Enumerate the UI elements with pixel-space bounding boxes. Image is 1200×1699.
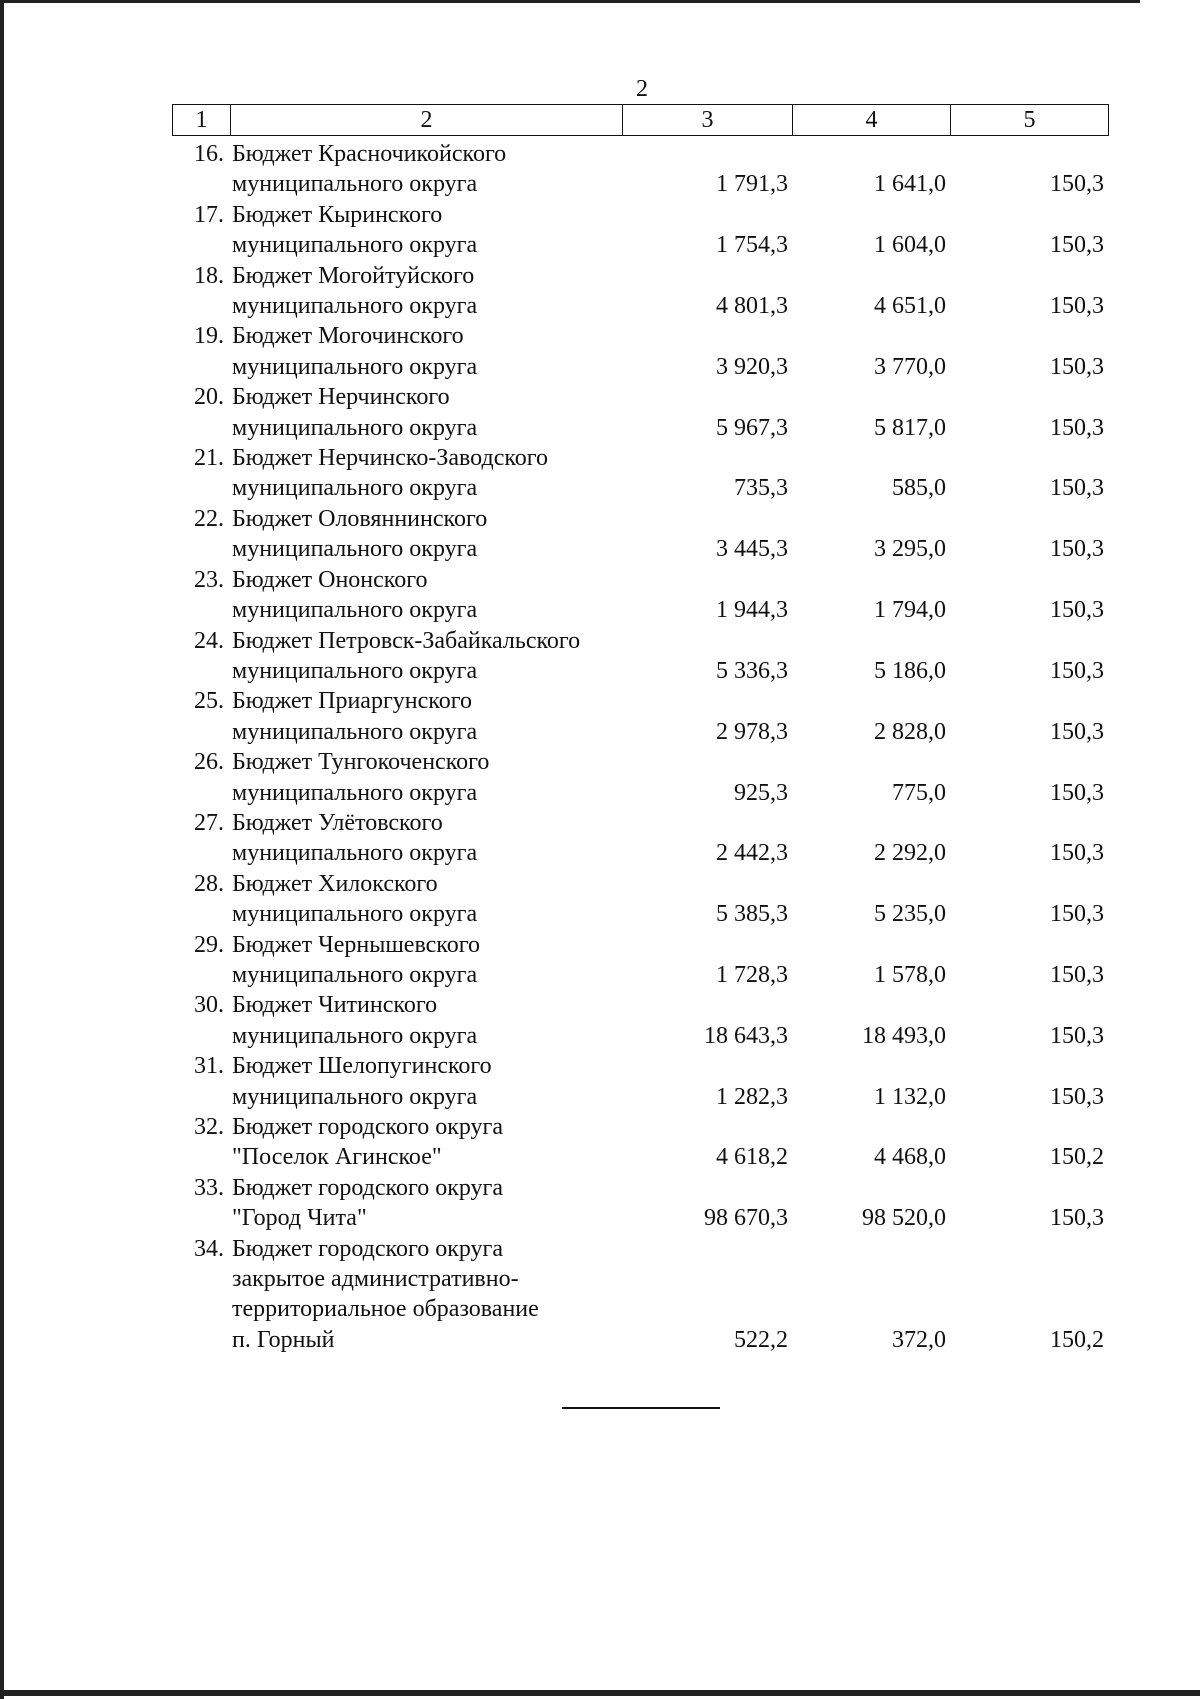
- table-row: [172, 443, 1108, 504]
- budget-name-line: Бюджет Читинского: [232, 992, 438, 1019]
- row-number: 32.: [194, 1114, 224, 1140]
- value-c4: 1 132,0: [874, 1083, 946, 1110]
- value-c3: 4 801,3: [716, 293, 788, 320]
- value-c3: 5 385,3: [716, 901, 788, 928]
- value-c5: 150,3: [1050, 840, 1104, 867]
- budget-name: [230, 504, 622, 565]
- value-c3: 3 445,3: [716, 536, 788, 563]
- budget-name: [230, 626, 622, 687]
- budget-name: [230, 139, 622, 200]
- value-c4: 775,0: [892, 779, 946, 806]
- row-number: 16.: [194, 141, 224, 167]
- value-c5: 150,2: [1050, 1326, 1104, 1353]
- row-number: 33.: [194, 1174, 224, 1201]
- value-c3: 4 618,2: [716, 1144, 788, 1171]
- row-number: 30.: [194, 992, 224, 1019]
- row-number: 34.: [194, 1235, 224, 1262]
- budget-name-line: Бюджет Приаргунского: [232, 688, 472, 715]
- budget-name-line: муниципального округа: [232, 293, 478, 320]
- budget-name-line: Бюджет Ононского: [232, 566, 428, 593]
- budget-name-line: муниципального округа: [232, 657, 478, 684]
- budget-name: [230, 808, 622, 869]
- row-number: 17.: [194, 201, 224, 228]
- column-header: 1: [173, 105, 231, 136]
- value-c5: 150,3: [1050, 597, 1104, 624]
- budget-name: [230, 443, 622, 504]
- column-header: 5: [951, 105, 1109, 136]
- table-row: [172, 990, 1108, 1051]
- row-number: 20.: [194, 384, 224, 411]
- value-c5: 150,3: [1050, 779, 1104, 806]
- page-number: 2: [636, 76, 648, 102]
- value-c4: 1 641,0: [874, 171, 946, 198]
- value-c3: 925,3: [734, 779, 788, 806]
- table-row: [172, 869, 1108, 930]
- table-row: [172, 261, 1108, 322]
- value-c4: 5 817,0: [874, 414, 946, 441]
- value-c5: 150,3: [1050, 536, 1104, 563]
- budget-name: [230, 261, 622, 322]
- budget-name-line: Бюджет Тунгокоченского: [232, 749, 490, 776]
- value-c5: 150,3: [1050, 353, 1104, 380]
- value-c3: 98 670,3: [704, 1205, 788, 1232]
- value-c3: 1 754,3: [716, 232, 788, 259]
- column-header-row: [173, 105, 1109, 136]
- budget-name-line: территориальное образование: [232, 1296, 539, 1323]
- row-number: 26.: [194, 749, 224, 776]
- table-row: [172, 1051, 1108, 1112]
- value-c5: 150,3: [1050, 1205, 1104, 1232]
- table-row: [172, 382, 1108, 443]
- table-row: [172, 930, 1108, 991]
- value-c5: 150,3: [1050, 232, 1104, 259]
- budget-name: [230, 686, 622, 747]
- budget-name: [230, 1234, 622, 1356]
- budget-name: [230, 1173, 622, 1234]
- table-row: [172, 1173, 1108, 1234]
- budget-name-line: муниципального округа: [232, 1083, 478, 1110]
- page-frame-top: [0, 0, 1140, 3]
- budget-name-line: муниципального округа: [232, 414, 478, 441]
- value-c4: 372,0: [892, 1326, 946, 1353]
- row-number: 31.: [194, 1053, 224, 1080]
- budget-name-line: муниципального округа: [232, 901, 478, 928]
- budget-name-line: муниципального округа: [232, 536, 478, 563]
- budget-name-line: муниципального округа: [232, 475, 478, 502]
- value-c4: 4 651,0: [874, 293, 946, 320]
- value-c4: 1 604,0: [874, 232, 946, 259]
- budget-name: [230, 1051, 622, 1112]
- budget-name-line: Бюджет городского округа: [232, 1114, 504, 1140]
- budget-name-line: муниципального округа: [232, 779, 478, 806]
- value-c4: 585,0: [892, 475, 946, 502]
- budget-name: [230, 990, 622, 1051]
- budget-name-line: закрытое административно-: [232, 1266, 519, 1293]
- table-row: [172, 139, 1108, 200]
- value-c3: 2 978,3: [716, 718, 788, 745]
- table-row: [172, 808, 1108, 869]
- value-c5: 150,3: [1050, 1022, 1104, 1049]
- budget-name-line: Бюджет Чернышевского: [232, 931, 480, 958]
- row-number: 19.: [194, 323, 224, 350]
- value-c4: 18 493,0: [862, 1022, 946, 1049]
- budget-name-line: Бюджет Улётовского: [232, 809, 443, 836]
- value-c5: 150,3: [1050, 657, 1104, 684]
- value-c3: 1 944,3: [716, 597, 788, 624]
- page-frame-bottom: [0, 1690, 1200, 1696]
- budget-name-line: муниципального округа: [232, 1022, 478, 1049]
- value-c4: 2 292,0: [874, 840, 946, 867]
- value-c5: 150,3: [1050, 293, 1104, 320]
- budget-table: [172, 139, 1108, 1355]
- value-c4: 1 794,0: [874, 597, 946, 624]
- row-number: 28.: [194, 870, 224, 897]
- table-row: [172, 321, 1108, 382]
- value-c5: 150,3: [1050, 171, 1104, 198]
- row-number: 24.: [194, 627, 224, 654]
- row-number: 29.: [194, 931, 224, 958]
- page-frame-left: [0, 0, 4, 1699]
- value-c4: 98 520,0: [862, 1205, 946, 1232]
- value-c3: 522,2: [734, 1326, 788, 1353]
- table-row: [172, 1112, 1108, 1173]
- table-row: [172, 1234, 1108, 1356]
- end-rule: [562, 1407, 720, 1409]
- budget-name-line: муниципального округа: [232, 232, 478, 259]
- budget-name-line: Бюджет Нерчинско-Заводского: [232, 445, 549, 472]
- value-c5: 150,3: [1050, 1083, 1104, 1110]
- value-c5: 150,3: [1050, 718, 1104, 745]
- value-c3: 1 282,3: [716, 1083, 788, 1110]
- budget-name-line: Бюджет Кыринского: [232, 201, 443, 228]
- column-header-table: [172, 104, 1109, 136]
- budget-name-line: муниципального округа: [232, 353, 478, 380]
- table-row: [172, 504, 1108, 565]
- column-header: 4: [793, 105, 951, 136]
- value-c3: 1 791,3: [716, 171, 788, 198]
- value-c4: 4 468,0: [874, 1144, 946, 1171]
- value-c3: 735,3: [734, 475, 788, 502]
- row-number: 22.: [194, 505, 224, 532]
- budget-name-line: муниципального округа: [232, 597, 478, 624]
- value-c3: 18 643,3: [704, 1022, 788, 1049]
- table-row: [172, 200, 1108, 261]
- value-c4: 5 186,0: [874, 657, 946, 684]
- budget-name-line: Бюджет Нерчинского: [232, 384, 450, 411]
- budget-name-line: Бюджет Шелопугинского: [232, 1053, 492, 1080]
- value-c4: 1 578,0: [874, 961, 946, 988]
- row-number: 23.: [194, 566, 224, 593]
- value-c4: 3 770,0: [874, 353, 946, 380]
- value-c5: 150,2: [1050, 1144, 1104, 1171]
- value-c3: 1 728,3: [716, 961, 788, 988]
- table-row: [172, 626, 1108, 687]
- budget-name-line: муниципального округа: [232, 171, 478, 198]
- budget-name-line: "Город Чита": [232, 1205, 367, 1232]
- budget-name-line: Бюджет Петровск-Забайкальского: [232, 627, 581, 654]
- budget-name: [230, 382, 622, 443]
- value-c4: 5 235,0: [874, 901, 946, 928]
- budget-name: [230, 1112, 622, 1173]
- budget-name-line: Бюджет городского округа: [232, 1235, 504, 1262]
- budget-name-line: Бюджет Могойтуйского: [232, 262, 475, 289]
- table-row: [172, 565, 1108, 626]
- budget-table-body: [172, 139, 1108, 1355]
- value-c5: 150,3: [1050, 414, 1104, 441]
- budget-name: [230, 869, 622, 930]
- budget-name-line: Бюджет городского округа: [232, 1174, 504, 1201]
- budget-name-line: муниципального округа: [232, 961, 478, 988]
- column-header: 3: [623, 105, 793, 136]
- value-c5: 150,3: [1050, 901, 1104, 928]
- row-number: 21.: [194, 445, 224, 472]
- budget-name: [230, 747, 622, 808]
- value-c4: 3 295,0: [874, 536, 946, 563]
- column-header: 2: [231, 105, 623, 136]
- value-c3: 2 442,3: [716, 840, 788, 867]
- budget-name-line: Бюджет Оловяннинского: [232, 505, 488, 532]
- value-c5: 150,3: [1050, 961, 1104, 988]
- value-c3: 5 336,3: [716, 657, 788, 684]
- row-number: 18.: [194, 262, 224, 289]
- table-row: [172, 747, 1108, 808]
- budget-name-line: Бюджет Красночикойского: [232, 141, 507, 167]
- budget-name: [230, 200, 622, 261]
- budget-name-line: Бюджет Хилокского: [232, 870, 438, 897]
- budget-name: [230, 565, 622, 626]
- row-number: 27.: [194, 809, 224, 836]
- budget-name-line: Бюджет Могочинского: [232, 323, 464, 350]
- value-c3: 3 920,3: [716, 353, 788, 380]
- budget-name-line: "Поселок Агинское": [232, 1144, 442, 1171]
- table-row: [172, 686, 1108, 747]
- budget-name-line: муниципального округа: [232, 840, 478, 867]
- budget-name: [230, 321, 622, 382]
- budget-name-line: муниципального округа: [232, 718, 478, 745]
- budget-name-line: п. Горный: [232, 1326, 335, 1353]
- value-c5: 150,3: [1050, 475, 1104, 502]
- value-c3: 5 967,3: [716, 414, 788, 441]
- row-number: 25.: [194, 688, 224, 715]
- value-c4: 2 828,0: [874, 718, 946, 745]
- budget-name: [230, 930, 622, 991]
